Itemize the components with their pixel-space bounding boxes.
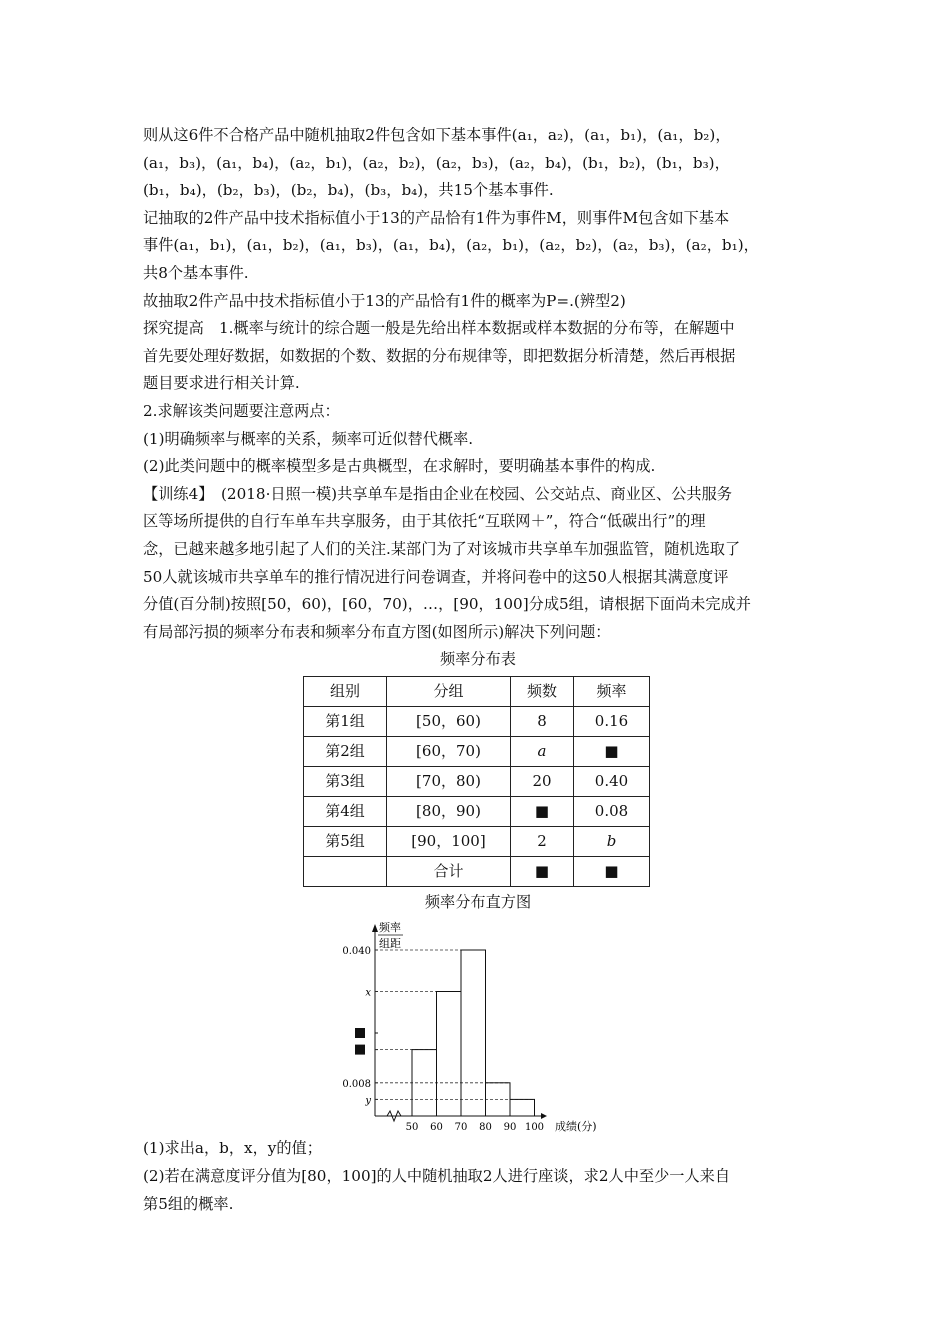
table-cell: [90，100] [387, 826, 511, 856]
y-axis-arrow [372, 924, 378, 932]
x-tick-label: 80 [479, 1122, 492, 1134]
text-line: 则从这6件不合格产品中随机抽取2件包含如下基本事件(a₁，a₂)，(a₁，b₁)，(a₁，b₂)， [143, 126, 731, 144]
x-tick-label: 70 [454, 1122, 468, 1134]
table-cell: 合计 [387, 856, 511, 886]
table-cell: 0.40 [574, 766, 650, 796]
text-line: 共8个基本事件. [143, 263, 249, 282]
x-tick-label: 90 [503, 1122, 517, 1134]
text-line: (a₁，b₃)，(a₁，b₄)，(a₂，b₁)，(a₂，b₂)，(a₂，b₃)，(a₂，b₄)，(b₁，b₂)，(b₁，b₃)， [143, 153, 730, 172]
table-cell: 第5组 [304, 826, 387, 856]
table-cell: [70，80) [387, 766, 511, 796]
table-header: 频数 [511, 676, 574, 706]
histogram-bar [461, 950, 486, 1116]
table-cell: 0.16 [574, 706, 650, 736]
text-line: 2.求解该类问题要注意两点： [143, 401, 340, 420]
text-line: 记抽取的2件产品中技术指标值小于13的产品恰有1件为事件M，则事件M包含如下基本 [143, 208, 730, 227]
text-line: 首先要处理好数据，如数据的个数、数据的分布规律等，即把数据分析清楚，然后再根据 [143, 346, 736, 365]
x-tick-label: 100 [524, 1122, 545, 1134]
table-cell [304, 856, 387, 886]
table-header-row [304, 676, 650, 706]
table-header: 频率 [574, 676, 650, 706]
table-cell: a [511, 736, 574, 766]
table-cell: [80，90) [387, 796, 511, 826]
text-line: 50人就该城市共享单车的推行情况进行问卷调查，并将问卷中的这50人根据其满意度评 [143, 567, 729, 586]
text-line: 故抽取2件产品中技术指标值小于13的产品恰有1件的概率为P=.(辨型2) [143, 291, 626, 310]
table-row [304, 706, 650, 736]
y-axis-label-top: 频率 [379, 921, 401, 935]
text-line: (2)此类问题中的概率模型多是古典概型，在求解时，要明确基本事件的构成. [143, 457, 656, 476]
text-line: (1)明确频率与概率的关系，频率可近似替代概率. [143, 429, 474, 448]
histogram-bar [437, 992, 462, 1117]
table-cell: b [574, 826, 650, 856]
y-tick-label: 0.040 [342, 946, 371, 958]
table-cell: ■ [511, 856, 574, 886]
text-line: (b₁，b₄)，(b₂，b₃)，(b₂，b₄)，(b₃，b₄)，共15个基本事件. [143, 181, 554, 200]
histogram-bar [510, 1100, 535, 1117]
text-line: 分值(百分制)按照[50，60)，[60，70)，…，[90，100]分成5组，请根据下面尚未完成并 [143, 595, 751, 614]
text-line: 区等场所提供的自行车单车共享服务，由于其依托“互联网＋”，符合“低碳出行”的理 [143, 512, 706, 531]
table-cell: [60，70) [387, 736, 511, 766]
text-line: (1)求出a，b，x，y的值； [143, 1139, 322, 1158]
text-line: 第5组的概率. [143, 1194, 234, 1213]
table-row [304, 856, 650, 886]
y-tick-label-smudge [355, 1045, 365, 1055]
x-axis-label: 成绩(分) [555, 1120, 597, 1134]
table-header: 组别 [304, 676, 387, 706]
text-line: 探究提高 1.概率与统计的综合题一般是先给出样本数据或样本数据的分布等，在解题中 [143, 319, 735, 338]
x-tick-label: 50 [405, 1122, 419, 1134]
table-row [304, 736, 650, 766]
x-axis-arrow [541, 1113, 547, 1119]
y-tick-label: y [365, 1095, 371, 1107]
table-cell: 第1组 [304, 706, 387, 736]
table-row [304, 766, 650, 796]
text-line: 事件(a₁，b₁)，(a₁，b₂)，(a₁，b₃)，(a₁，b₄)，(a₂，b₁)，(a₂，b₂)，(a₂，b₃)，(a₂，b₁)， [143, 236, 759, 255]
x-tick-label: 60 [430, 1122, 443, 1134]
table-cell: [50，60) [387, 706, 511, 736]
table-cell: 2 [511, 826, 574, 856]
table-header: 分组 [387, 676, 511, 706]
y-axis-label-bottom: 组距 [379, 937, 401, 951]
table-cell: 8 [511, 706, 574, 736]
text-line: 【训练4】 (2018·日照一模)共享单车是指由企业在校园、公交站点、商业区、公共服务 [143, 484, 732, 503]
table-cell: ■ [574, 856, 650, 886]
table-cell: 0.08 [574, 796, 650, 826]
text-line: 题目要求进行相关计算. [143, 374, 300, 393]
histogram-chart [333, 918, 623, 1133]
text-line: 念，已越来越多地引起了人们的关注.某部门为了对该城市共享单车加强监管，随机选取了 [143, 539, 741, 558]
y-tick-label: 0.008 [342, 1079, 371, 1091]
text-line: (2)若在满意度评分值为[80，100]的人中随机抽取2人进行座谈，求2人中至少一人来自 [143, 1167, 731, 1186]
table-cell: ■ [574, 736, 650, 766]
table-row [304, 826, 650, 856]
table-cell: 第4组 [304, 796, 387, 826]
frequency-table [303, 676, 650, 887]
table-caption: 频率分布表 [440, 650, 516, 669]
table-row [304, 796, 650, 826]
chart-title: 频率分布直方图 [424, 892, 532, 911]
table-cell: 第3组 [304, 766, 387, 796]
y-tick-label-smudge [355, 1028, 365, 1038]
document-body [143, 122, 813, 1218]
y-tick-label: x [365, 987, 371, 999]
table-cell: ■ [511, 796, 574, 826]
text-line: 有局部污损的频率分布表和频率分布直方图(如图所示)解决下列问题： [143, 622, 611, 641]
table-cell: 第2组 [304, 736, 387, 766]
table-cell: 20 [511, 766, 574, 796]
